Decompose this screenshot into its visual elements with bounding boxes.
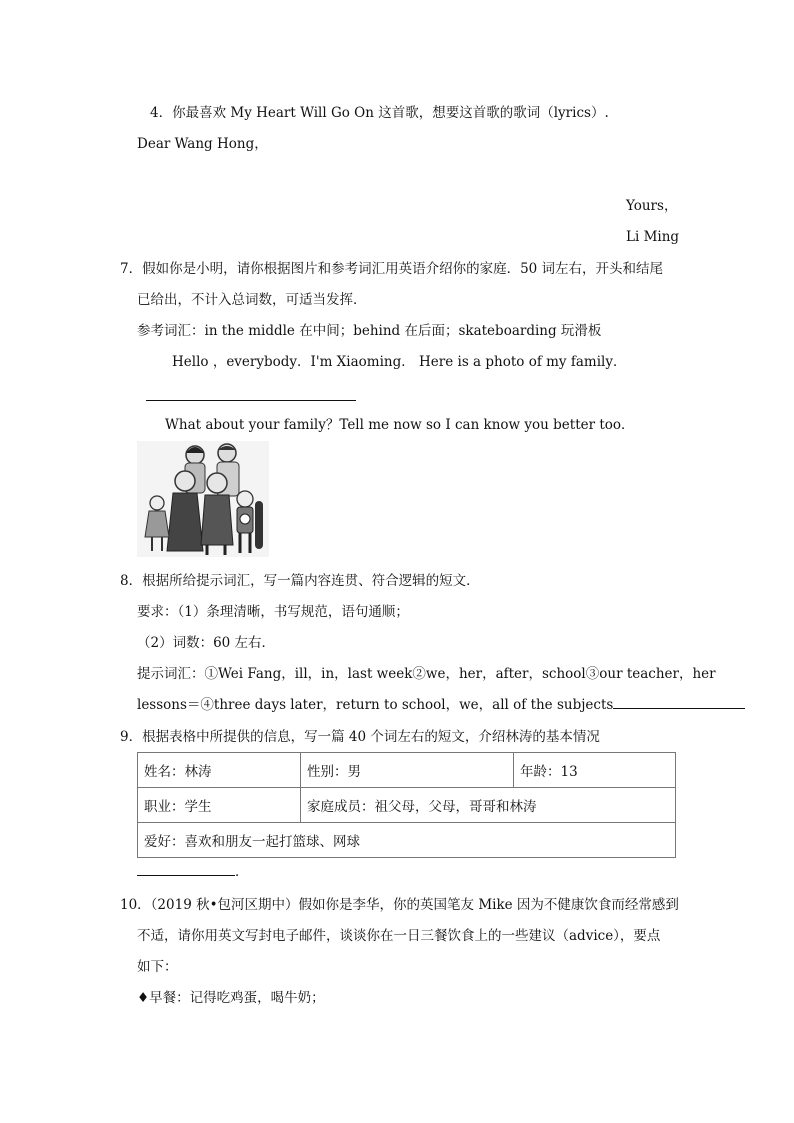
section8-answer-blank[interactable]: [613, 696, 745, 709]
cell-age: 年龄：13: [514, 753, 676, 788]
cell-gender: 性别：男: [301, 753, 514, 788]
section8-requirement-2: （2）词数：60 左右．: [137, 635, 276, 651]
section10-prompt-line2: 不适，请你用英文写封电子邮件，谈谈你在一日三餐饮食上的一些建议（advice），要点: [137, 928, 661, 944]
section8-hints-line1: 提示词汇：①Wei Fang，ill，in，last week②we，her，after，school③our teacher，her: [137, 666, 716, 682]
letter-closing: Yours，: [626, 198, 678, 214]
section10-prompt-line3: 如下：: [137, 959, 178, 975]
section10-prompt-line1: 10．（2019 秋•包河区期中）假如你是李华，你的英国笔友 Mike 因为不健康饮食而经常感到: [120, 897, 679, 913]
info-table: [137, 752, 676, 858]
letter-signature: Li Ming: [626, 229, 680, 245]
section7-ending: What about your family？Tell me now so I can know you better too．: [165, 417, 635, 433]
section7-prompt-line1: 7．假如你是小明，请你根据图片和参考词汇用英语介绍你的家庭．50 词左右，开头和结尾: [120, 261, 664, 277]
section4-prompt: 4．你最喜欢 My Heart Will Go On 这首歌，想要这首歌的歌词（lyrics）.: [150, 105, 609, 121]
family-photo: [137, 441, 269, 557]
section8-hints-line2-wrap: [137, 696, 745, 714]
table-row: [138, 788, 676, 823]
section9-end-mark: ．: [235, 864, 249, 880]
section7-vocab: 参考词汇：in the middle 在中间；behind 在后面；skateboarding 玩滑板: [137, 323, 602, 339]
letter-greeting: Dear Wang Hong，: [137, 136, 268, 152]
section10-point-breakfast: ♦早餐：记得吃鸡蛋，喝牛奶；: [137, 990, 325, 1006]
section9-answer-blank[interactable]: [137, 863, 235, 876]
cell-hobby: 爱好：喜欢和朋友一起打篮球、网球: [138, 823, 676, 858]
section9-prompt: 9．根据表格中所提供的信息，写一篇 40 个词左右的短文，介绍林涛的基本情况: [120, 729, 600, 745]
section8-requirement-1: 要求：（1）条理清晰，书写规范，语句通顺；: [137, 604, 409, 620]
table-row: [138, 753, 676, 788]
cell-family: 家庭成员：祖父母，父母，哥哥和林涛: [301, 788, 676, 823]
section8-hints-line2: lessons＝④three days later，return to school，we，all of the subjects: [137, 697, 614, 713]
section9-answer-line[interactable]: [137, 863, 249, 881]
section7-opening: Hello ，everybody．I'm Xiaoming． Here is a photo of my family．: [172, 354, 627, 370]
cell-job: 职业：学生: [138, 788, 301, 823]
section7-answer-blank[interactable]: [146, 388, 356, 406]
section7-prompt-line2: 已给出，不计入总词数，可适当发挥．: [137, 292, 367, 308]
table-row: [138, 823, 676, 858]
cell-name: 姓名：林涛: [138, 753, 301, 788]
section8-prompt: 8．根据所给提示词汇，写一篇内容连贯、符合逻辑的短文．: [120, 573, 480, 589]
